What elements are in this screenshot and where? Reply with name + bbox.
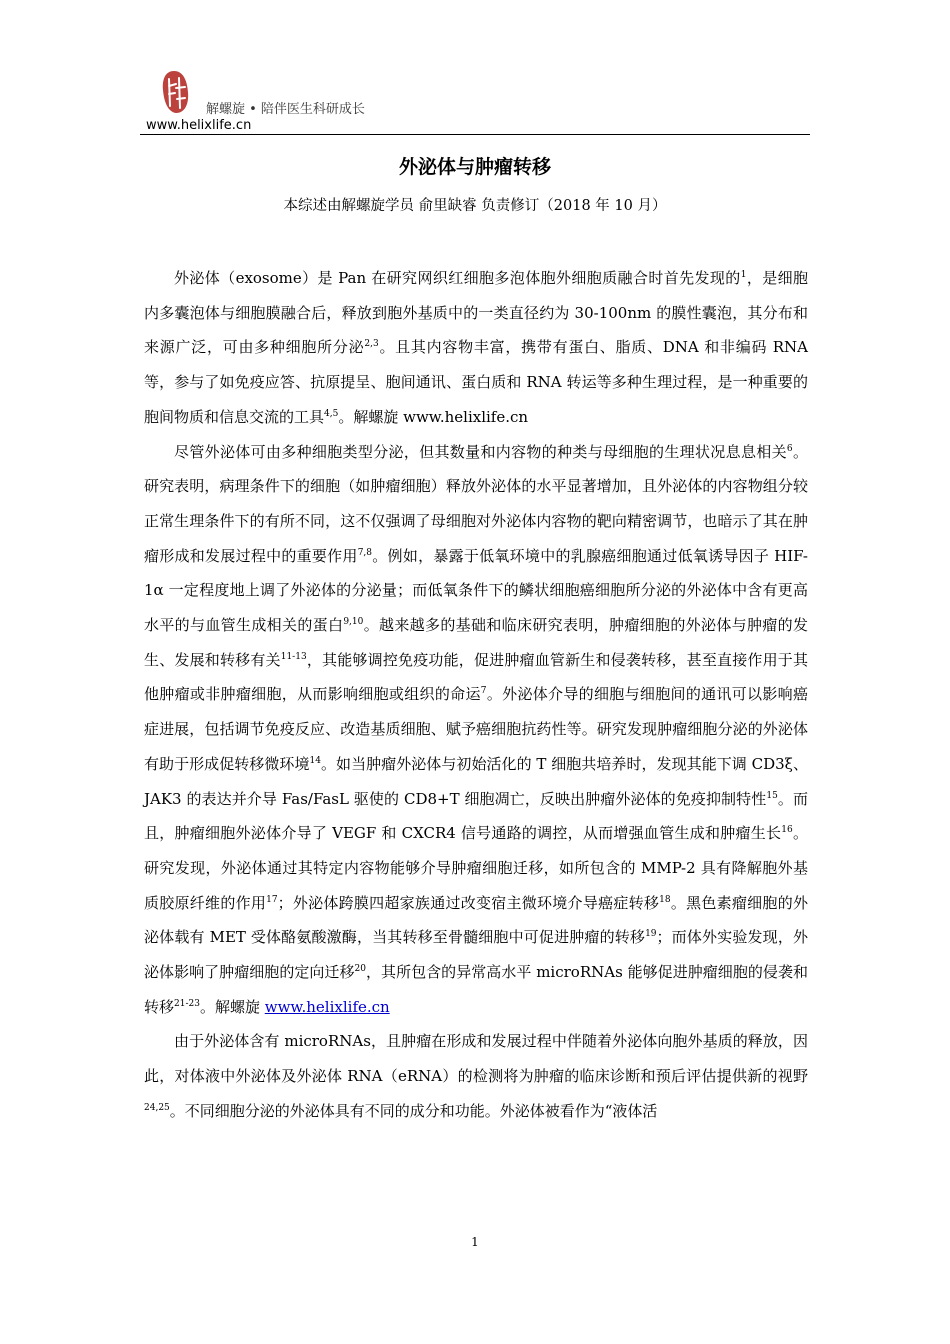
citation-superscript: 7: [480, 686, 487, 697]
citation-superscript: 15: [766, 790, 778, 801]
citation-superscript: 11-13: [280, 651, 307, 662]
text-run: ；外泌体跨膜四超家族通过改变宿主微环境介导癌症转移: [277, 893, 660, 912]
text-run: 外泌体（exosome）是 Pan 在研究网织红细胞多泡体胞外细胞质融合时首先发现的: [174, 269, 741, 287]
citation-superscript: 2,3: [364, 339, 379, 350]
text-run: 。研究发现，外泌体通过其特定内容物能够介导肿瘤细胞迁移，如所包含的 MMP-2 具有降解胞外基质胶原纤维的作用: [144, 824, 808, 912]
text-run: 。例如，暴露于低氧环境中的乳腺癌细胞通过低氧诱导因子 HIF-1α 一定程度地上调了外泌体的分泌量；而低氧条件下的鳞状细胞癌细胞所分泌的外泌体中含有更高水平的与血管生成相关的蛋白: [144, 546, 808, 635]
paragraph-1: [144, 261, 808, 435]
text-run: 。而且，肿瘤细胞外泌体介导了 VEGF 和 CXCR4 信号通路的调控，从而增强血管生成和肿瘤生长: [144, 789, 808, 843]
citation-superscript: 6: [786, 443, 793, 454]
header-divider: [140, 134, 810, 135]
citation-superscript: 21-23: [174, 998, 200, 1009]
text-run: 。黑色素瘤细胞的外泌体载有 MET 受体酪氨酸激酶，当其转移至骨髓细胞中可促进肿瘤的转移: [144, 893, 808, 947]
brand-tagline: 解螺旋 • 陪伴医生科研成长: [206, 102, 365, 117]
helix-logo-icon: [158, 68, 192, 116]
citation-superscript: 4,5: [324, 408, 339, 419]
document-title: 外泌体与肿瘤转移: [398, 156, 551, 178]
header-url[interactable]: www.helixlife.cn: [146, 118, 252, 133]
text-run: 。不同细胞分泌的外泌体具有不同的成分和功能。外泌体被看作为“液体活: [169, 1101, 658, 1120]
citation-superscript: 16: [781, 825, 793, 836]
page-number: 1: [471, 1235, 479, 1249]
text-run: ；而体外实验发现，外泌体影响了肿瘤细胞的定向迁移: [144, 928, 808, 982]
text-run: ，其能够调控免疫功能，促进肿瘤血管新生和侵袭转移，甚至直接作用于其他肿瘤或非肿瘤细胞，从而影响细胞或组织的命运: [144, 650, 808, 704]
text-run: 。如当肿瘤外泌体与初始活化的 T 细胞共培养时，发现其能下调 CD3ξ、JAK3 的表达并介导 Fas/FasL 驱使的 CD8+T 细胞凋亡，反映出肿瘤外泌体的免疫抑制特性: [144, 754, 808, 808]
text-run: 。解螺旋: [199, 997, 265, 1016]
citation-superscript: 17: [266, 894, 278, 905]
text-run: ，其所包含的异常高水平 microRNAs 能够促进肿瘤细胞的侵袭和转移: [144, 963, 808, 1016]
citation-superscript: 24,25: [144, 1102, 170, 1113]
text-run: ，是细胞内多囊泡体与细胞膜融合后，释放到胞外基质中的一类直径约为 30-100nm 的膜性囊泡，其分布和来源广泛，可由多种细胞所分泌: [144, 269, 808, 357]
text-run: 尽管外泌体可由多种细胞类型分泌，但其数量和内容物的种类与母细胞的生理状况息息相关: [174, 442, 787, 461]
citation-superscript: 19: [645, 929, 657, 940]
document-subtitle: 本综述由解螺旋学员 俞里缺睿 负责修订（2018 年 10 月）: [283, 198, 667, 214]
text-run: 。解螺旋 www.helixlife.cn: [338, 407, 529, 426]
paragraph-2: [144, 435, 808, 1025]
paragraph-3: [144, 1024, 808, 1128]
helixlife-link[interactable]: www.helixlife.cn: [264, 997, 390, 1016]
body-text: [144, 261, 808, 1129]
text-run: 。外泌体介导的细胞与细胞间的通讯可以影响癌症进展，包括调节免疫反应、改造基质细胞、赋予癌细胞抗药性等。研究发现肿瘤细胞分泌的外泌体有助于形成促转移微环境: [144, 685, 808, 773]
citation-superscript: 20: [354, 964, 366, 975]
text-run: 。越来越多的基础和临床研究表明，肿瘤细胞的外泌体与肿瘤的发生、发展和转移有关: [144, 616, 808, 669]
citation-superscript: 1: [740, 270, 747, 280]
text-run: 。研究表明，病理条件下的细胞（如肿瘤细胞）释放外泌体的水平显著增加，且外泌体的内容物组分较正常生理条件下的有所不同，这不仅强调了母细胞对外泌体内容物的靶向精密调节，也暗示了其在肿瘤形成和发展过程中的重要作用: [144, 442, 808, 565]
citation-superscript: 7,8: [357, 547, 373, 558]
page-header: [140, 60, 810, 140]
citation-superscript: 9,10: [343, 617, 364, 628]
text-run: 。且其内容物丰富，携带有蛋白、脂质、DNA 和非编码 RNA 等，参与了如免疫应答、抗原提呈、胞间通讯、蛋白质和 RNA 转运等多种生理过程，是一种重要的胞间物质和信息交流的工具: [144, 338, 808, 426]
citation-superscript: 18: [659, 894, 671, 905]
citation-superscript: 14: [309, 755, 321, 766]
text-run: 由于外泌体含有 microRNAs，且肿瘤在形成和发展过程中伴随着外泌体向胞外基质的释放，因此，对体液中外泌体及外泌体 RNA（eRNA）的检测将为肿瘤的临床诊断和预后评估提供新的视野: [144, 1032, 808, 1086]
